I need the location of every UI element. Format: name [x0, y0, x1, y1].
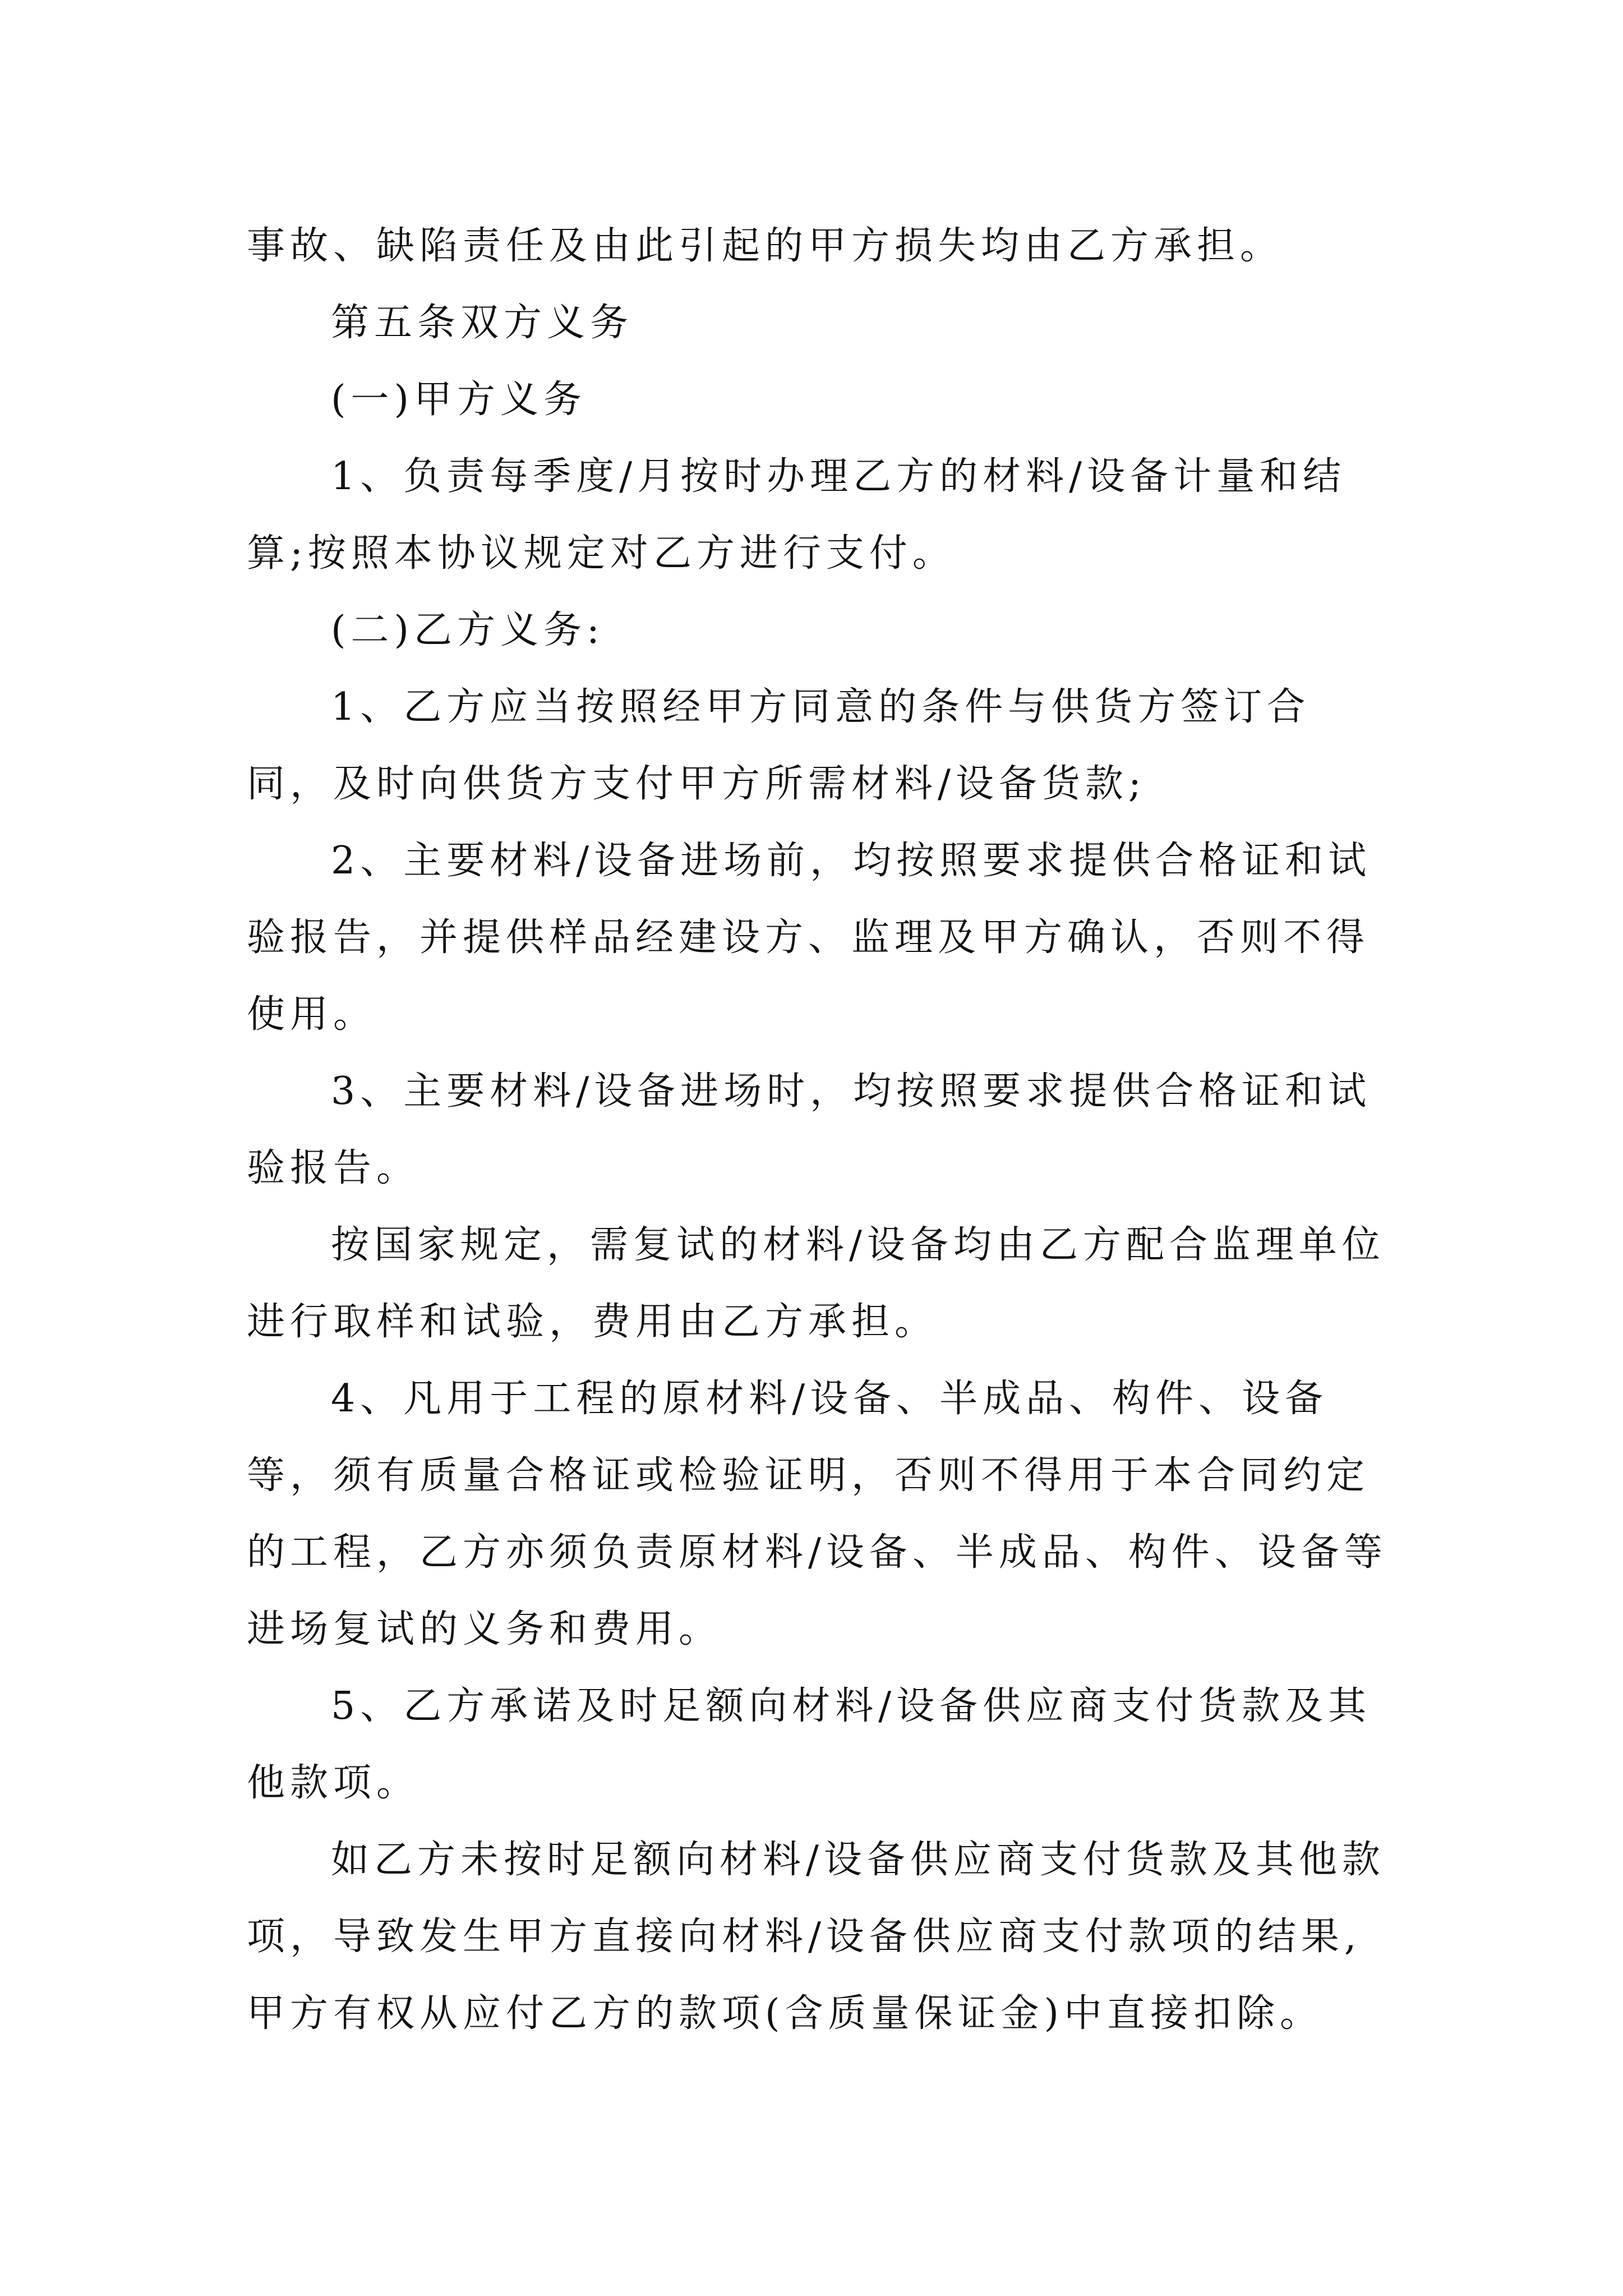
paragraph-11: 5、乙方承诺及时足额向材料/设备供应商支付货款及其他款项。 — [247, 1684, 1372, 1805]
paragraph-1: 事故、缺陷责任及由此引起的甲方损失均由乙方承担。 — [247, 224, 1284, 268]
paragraph-2-heading: 第五条双方义务 — [331, 301, 634, 345]
paragraph-7: 2、主要材料/设备进场前，均按照要求提供合格证和试验报告，并提供样品经建设方、监理及甲方确认，否则不得使用。 — [247, 839, 1372, 1037]
paragraph-9: 按国家规定，需复试的材料/设备均由乙方配合监理单位进行取样和试验，费用由乙方承担。 — [247, 1223, 1385, 1344]
document-body — [247, 208, 1391, 2052]
paragraph-4: 1、负责每季度/月按时办理乙方的材料/设备计量和结算;按照本协议规定对乙方进行支付。 — [247, 454, 1347, 576]
paragraph-12: 如乙方未按时足额向材料/设备供应商支付货款及其他款项，导致发生甲方直接向材料/设备供应商支付款项的结果,甲方有权从应付乙方的款项(含质量保证金)中直接扣除。 — [247, 1838, 1385, 2036]
paragraph-6: 1、乙方应当按照经甲方同意的条件与供货方签订合同，及时向供货方支付甲方所需材料/设备货款; — [247, 685, 1311, 806]
paragraph-8: 3、主要材料/设备进场时，均按照要求提供合格证和试验报告。 — [247, 1069, 1372, 1190]
paragraph-3-subheading: (一)甲方义务 — [331, 378, 587, 422]
paragraph-5-subheading: (二)乙方义务: — [331, 608, 605, 652]
paragraph-10: 4、凡用于工程的原材料/设备、半成品、构件、设备等，须有质量合格证或检验证明，否则不得用于本合同约定的工程，乙方亦须负责原材料/设备、半成品、构件、设备等进场复试的义务和费用。 — [247, 1377, 1387, 1651]
